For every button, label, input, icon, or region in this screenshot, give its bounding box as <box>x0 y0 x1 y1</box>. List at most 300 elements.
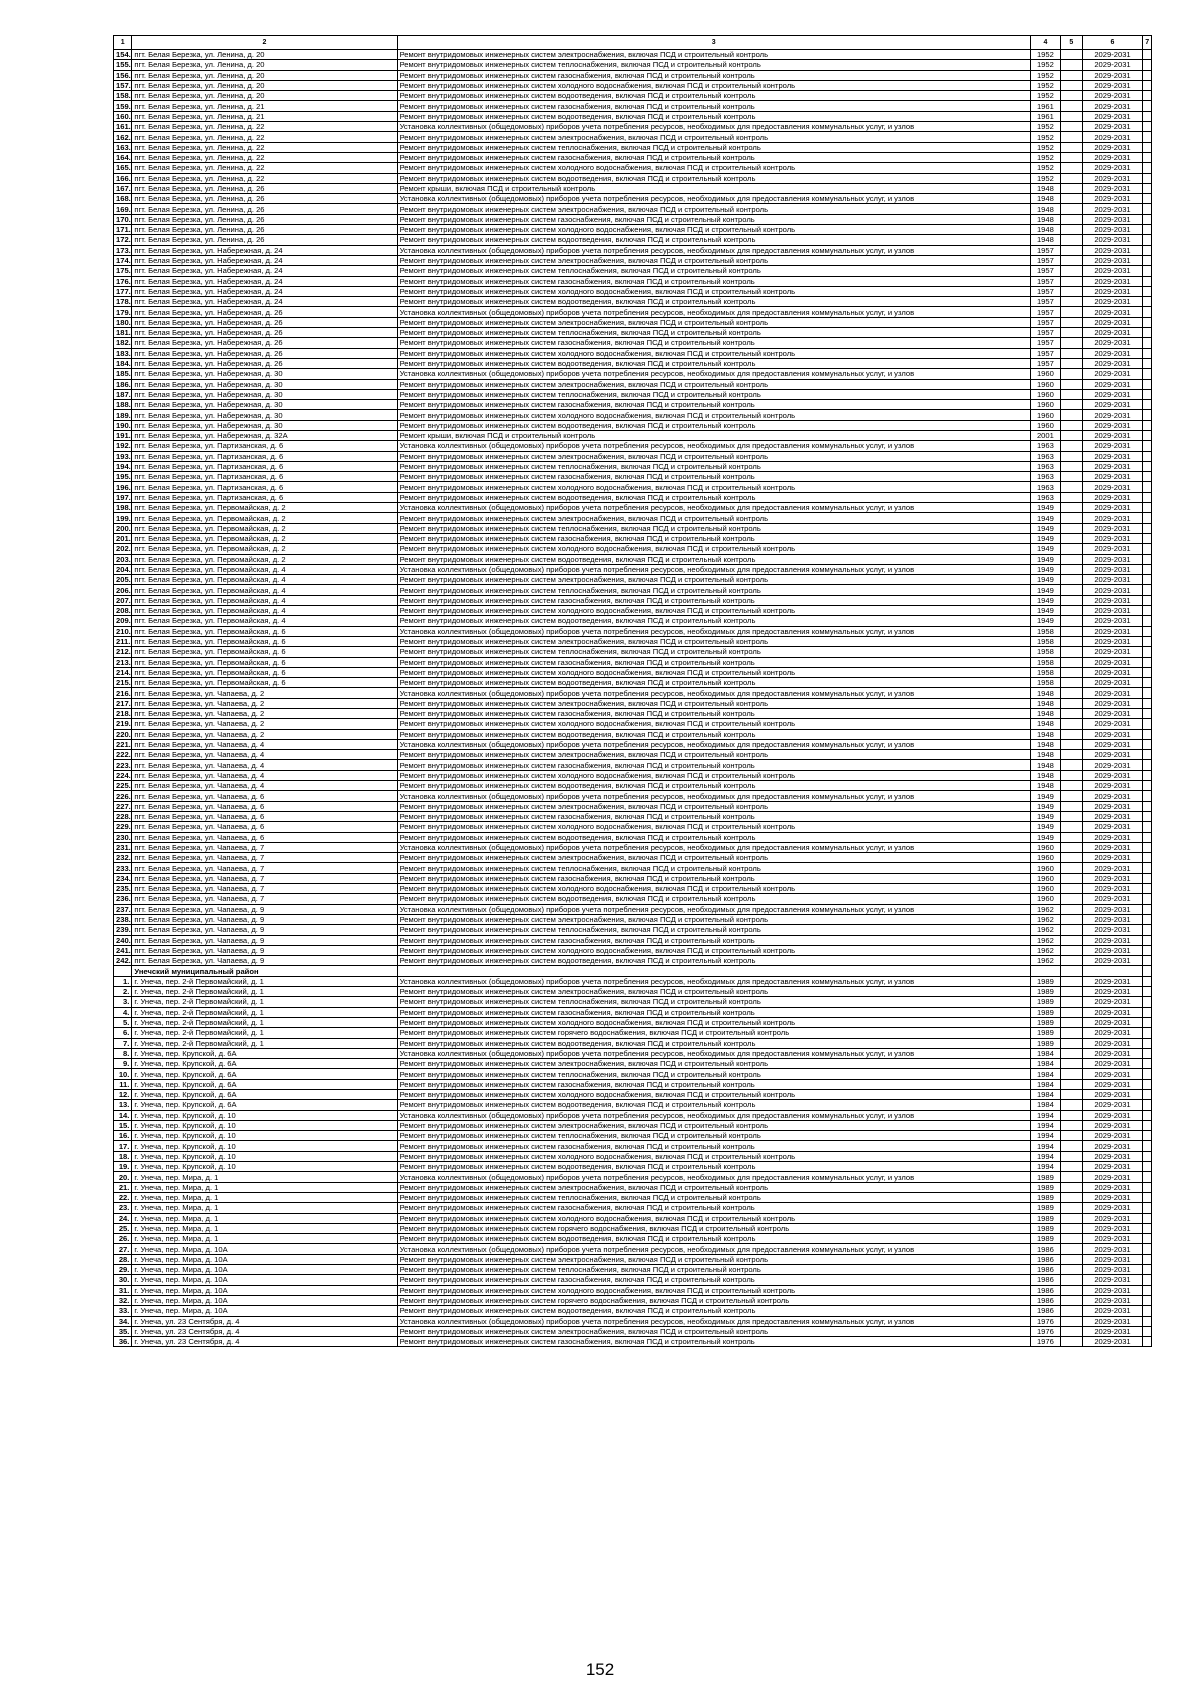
period-cell: 2029-2031 <box>1082 348 1143 358</box>
period-cell: 2029-2031 <box>1082 750 1143 760</box>
period-cell: 2029-2031 <box>1082 626 1143 636</box>
table-row <box>114 1265 1152 1275</box>
year-cell: 1949 <box>1030 801 1060 811</box>
table-row <box>114 503 1152 513</box>
table-row <box>114 554 1152 564</box>
work-type-cell: Ремонт внутридомовых инженерных систем электроснабжения, включая ПСД и строительный контроль <box>397 1120 1030 1130</box>
table-header <box>114 36 1152 50</box>
year-cell: 1984 <box>1030 1089 1060 1099</box>
work-type-cell: Ремонт внутридомовых инженерных систем теплоснабжения, включая ПСД и строительный контроль <box>397 461 1030 471</box>
empty-cell <box>1143 1151 1152 1161</box>
work-type-cell: Ремонт внутридомовых инженерных систем водоотведения, включая ПСД и строительный контроль <box>397 297 1030 307</box>
empty-cell <box>1143 945 1152 955</box>
work-type-cell: Ремонт внутридомовых инженерных систем холодного водоснабжения, включая ПСД и строительный контроль <box>397 482 1030 492</box>
period-cell: 2029-2031 <box>1082 152 1143 162</box>
work-type-cell: Ремонт внутридомовых инженерных систем теплоснабжения, включая ПСД и строительный контроль <box>397 389 1030 399</box>
year-cell: 1960 <box>1030 884 1060 894</box>
year-cell: 1948 <box>1030 698 1060 708</box>
year-cell: 1960 <box>1030 369 1060 379</box>
row-number-cell: 27. <box>114 1244 132 1254</box>
year-cell: 1948 <box>1030 739 1060 749</box>
period-cell: 2029-2031 <box>1082 925 1143 935</box>
table-row <box>114 1141 1152 1151</box>
empty-cell <box>1143 1213 1152 1223</box>
work-type-cell: Ремонт внутридомовых инженерных систем холодного водоснабжения, включая ПСД и строительный контроль <box>397 822 1030 832</box>
empty-cell <box>1143 1110 1152 1120</box>
row-number-cell: 2. <box>114 987 132 997</box>
table-row <box>114 873 1152 883</box>
empty-cell <box>1143 214 1152 224</box>
period-cell: 2029-2031 <box>1082 1069 1143 1079</box>
empty-cell <box>1143 369 1152 379</box>
year-cell: 1958 <box>1030 636 1060 646</box>
work-type-cell: Ремонт внутридомовых инженерных систем холодного водоснабжения, включая ПСД и строительный контроль <box>397 1285 1030 1295</box>
empty-cell <box>1143 1079 1152 1089</box>
address-cell: пгт. Белая Березка, ул. Набережная, д. 32А <box>132 430 397 440</box>
empty-cell <box>1061 163 1083 173</box>
empty-cell <box>1061 142 1083 152</box>
work-type-cell: Ремонт внутридомовых инженерных систем теплоснабжения, включая ПСД и строительный контроль <box>397 523 1030 533</box>
address-cell: пгт. Белая Березка, ул. Ленина, д. 26 <box>132 194 397 204</box>
address-cell: пгт. Белая Березка, ул. Чапаева, д. 4 <box>132 770 397 780</box>
period-cell: 2029-2031 <box>1082 564 1143 574</box>
row-number-cell: 242. <box>114 956 132 966</box>
year-cell: 1958 <box>1030 647 1060 657</box>
row-number-cell: 216. <box>114 688 132 698</box>
year-cell: 1989 <box>1030 1192 1060 1202</box>
work-type-cell: Ремонт крыши, включая ПСД и строительный контроль <box>397 183 1030 193</box>
year-cell: 1984 <box>1030 1048 1060 1058</box>
table-row <box>114 214 1152 224</box>
period-cell: 2029-2031 <box>1082 266 1143 276</box>
work-type-cell: Ремонт внутридомовых инженерных систем газоснабжения, включая ПСД и строительный контроль <box>397 101 1030 111</box>
address-cell: пгт. Белая Березка, ул. Первомайская, д. 6 <box>132 636 397 646</box>
row-number-cell: 233. <box>114 863 132 873</box>
period-cell: 2029-2031 <box>1082 1337 1143 1347</box>
period-cell: 2029-2031 <box>1082 338 1143 348</box>
row-number-cell: 29. <box>114 1265 132 1275</box>
table-row <box>114 760 1152 770</box>
address-cell: пгт. Белая Березка, ул. Набережная, д. 24 <box>132 245 397 255</box>
year-cell: 1948 <box>1030 781 1060 791</box>
table-row <box>114 379 1152 389</box>
table-row <box>114 1192 1152 1202</box>
empty-cell <box>1061 255 1083 265</box>
repair-program-table <box>113 35 1152 1347</box>
table-row <box>114 430 1152 440</box>
empty-cell <box>1143 317 1152 327</box>
empty-cell <box>1061 1172 1083 1182</box>
empty-cell <box>1061 1162 1083 1172</box>
year-cell: 1958 <box>1030 667 1060 677</box>
address-cell: пгт. Белая Березка, ул. Ленина, д. 26 <box>132 225 397 235</box>
row-number-cell: 164. <box>114 152 132 162</box>
empty-cell <box>1143 935 1152 945</box>
row-number-cell: 194. <box>114 461 132 471</box>
address-cell: пгт. Белая Березка, ул. Чапаева, д. 7 <box>132 853 397 863</box>
empty-cell <box>1061 842 1083 852</box>
table-row <box>114 729 1152 739</box>
work-type-cell: Установка коллективных (общедомовых) приборов учета потребления ресурсов, необходимых для предоставления коммунальных услуг, и узлов <box>397 307 1030 317</box>
year-cell: 1952 <box>1030 60 1060 70</box>
period-cell: 2029-2031 <box>1082 183 1143 193</box>
period-cell: 2029-2031 <box>1082 451 1143 461</box>
row-number-cell: 193. <box>114 451 132 461</box>
year-cell: 1949 <box>1030 791 1060 801</box>
address-cell: пгт. Белая Березка, ул. Партизанская, д. 6 <box>132 451 397 461</box>
address-cell: пгт. Белая Березка, ул. Ленина, д. 22 <box>132 163 397 173</box>
empty-cell <box>1061 1306 1083 1316</box>
work-type-cell: Ремонт внутридомовых инженерных систем водоотведения, включая ПСД и строительный контроль <box>397 1306 1030 1316</box>
empty-cell <box>1061 945 1083 955</box>
address-cell: пгт. Белая Березка, ул. Чапаева, д. 9 <box>132 935 397 945</box>
empty-cell <box>1061 1017 1083 1027</box>
table-row <box>114 770 1152 780</box>
address-cell: пгт. Белая Березка, ул. Ленина, д. 20 <box>132 80 397 90</box>
table-row <box>114 1285 1152 1295</box>
empty-cell <box>1061 657 1083 667</box>
row-number-cell: 235. <box>114 884 132 894</box>
address-cell: г. Унеча, пер. 2-й Первомайский, д. 1 <box>132 987 397 997</box>
row-number-cell: 215. <box>114 678 132 688</box>
work-type-cell: Ремонт внутридомовых инженерных систем газоснабжения, включая ПСД и строительный контроль <box>397 400 1030 410</box>
empty-cell <box>1061 225 1083 235</box>
empty-cell <box>1143 132 1152 142</box>
table-row <box>114 1131 1152 1141</box>
period-cell: 2029-2031 <box>1082 297 1143 307</box>
work-type-cell: Ремонт внутридомовых инженерных систем газоснабжения, включая ПСД и строительный контроль <box>397 873 1030 883</box>
empty-cell <box>1061 70 1083 80</box>
row-number-cell: 17. <box>114 1141 132 1151</box>
work-type-cell: Ремонт внутридомовых инженерных систем электроснабжения, включая ПСД и строительный контроль <box>397 801 1030 811</box>
address-cell: пгт. Белая Березка, ул. Набережная, д. 24 <box>132 255 397 265</box>
table-row <box>114 709 1152 719</box>
period-cell: 2029-2031 <box>1082 801 1143 811</box>
empty-cell <box>1143 1162 1152 1172</box>
year-cell: 1948 <box>1030 750 1060 760</box>
address-cell: г. Унеча, пер. 2-й Первомайский, д. 1 <box>132 1028 397 1038</box>
work-type-cell: Ремонт внутридомовых инженерных систем газоснабжения, включая ПСД и строительный контроль <box>397 1007 1030 1017</box>
table-row <box>114 369 1152 379</box>
empty-cell <box>1143 1326 1152 1336</box>
row-number-cell: 230. <box>114 832 132 842</box>
empty-cell <box>1143 122 1152 132</box>
empty-cell <box>1061 822 1083 832</box>
row-number-cell: 196. <box>114 482 132 492</box>
period-cell: 2029-2031 <box>1082 997 1143 1007</box>
period-cell: 2029-2031 <box>1082 688 1143 698</box>
row-number-cell: 159. <box>114 101 132 111</box>
row-number-cell: 3. <box>114 997 132 1007</box>
empty-cell <box>1143 636 1152 646</box>
row-number-cell: 14. <box>114 1110 132 1120</box>
address-cell: г. Унеча, пер. Крупской, д. 6А <box>132 1089 397 1099</box>
year-cell: 1948 <box>1030 760 1060 770</box>
address-cell: пгт. Белая Березка, ул. Чапаева, д. 2 <box>132 719 397 729</box>
row-number-cell: 169. <box>114 204 132 214</box>
row-number-cell: 184. <box>114 358 132 368</box>
empty-cell <box>1061 616 1083 626</box>
row-number-cell: 4. <box>114 1007 132 1017</box>
table-row <box>114 863 1152 873</box>
empty-cell <box>1143 194 1152 204</box>
table-row <box>114 307 1152 317</box>
address-cell: пгт. Белая Березка, ул. Чапаева, д. 7 <box>132 842 397 852</box>
period-cell: 2029-2031 <box>1082 791 1143 801</box>
row-number-cell: 168. <box>114 194 132 204</box>
period-cell: 2029-2031 <box>1082 225 1143 235</box>
empty-cell <box>1061 626 1083 636</box>
table-row <box>114 338 1152 348</box>
row-number-cell: 222. <box>114 750 132 760</box>
empty-cell <box>1061 667 1083 677</box>
empty-cell <box>1143 523 1152 533</box>
address-cell: г. Унеча, пер. Мира, д. 1 <box>132 1192 397 1202</box>
row-number-cell: 199. <box>114 513 132 523</box>
row-number-cell: 204. <box>114 564 132 574</box>
address-cell: пгт. Белая Березка, ул. Чапаева, д. 2 <box>132 688 397 698</box>
period-cell: 2029-2031 <box>1082 678 1143 688</box>
year-cell: 1989 <box>1030 1028 1060 1038</box>
empty-cell <box>1143 657 1152 667</box>
empty-cell <box>1143 1234 1152 1244</box>
address-cell: г. Унеча, пер. Мира, д. 10А <box>132 1275 397 1285</box>
address-cell: пгт. Белая Березка, ул. Чапаева, д. 7 <box>132 894 397 904</box>
address-cell: пгт. Белая Березка, ул. Набережная, д. 30 <box>132 389 397 399</box>
work-type-cell: Ремонт внутридомовых инженерных систем газоснабжения, включая ПСД и строительный контроль <box>397 214 1030 224</box>
empty-cell <box>1143 1172 1152 1182</box>
row-number-cell: 192. <box>114 441 132 451</box>
year-cell: 1957 <box>1030 276 1060 286</box>
empty-cell <box>1143 204 1152 214</box>
work-type-cell: Ремонт внутридомовых инженерных систем горячего водоснабжения, включая ПСД и строительный контроль <box>397 1028 1030 1038</box>
empty-cell <box>1143 997 1152 1007</box>
year-cell: 1949 <box>1030 575 1060 585</box>
address-cell: пгт. Белая Березка, ул. Набережная, д. 30 <box>132 420 397 430</box>
empty-cell <box>1143 111 1152 121</box>
empty-cell <box>1061 492 1083 502</box>
empty-cell <box>1143 894 1152 904</box>
work-type-cell: Установка коллективных (общедомовых) приборов учета потребления ресурсов, необходимых для предоставления коммунальных услуг, и узлов <box>397 503 1030 513</box>
table-row <box>114 1223 1152 1233</box>
year-cell: 1952 <box>1030 50 1060 60</box>
address-cell: г. Унеча, пер. Мира, д. 1 <box>132 1172 397 1182</box>
work-type-cell: Ремонт внутридомовых инженерных систем электроснабжения, включая ПСД и строительный контроль <box>397 50 1030 60</box>
year-cell: 1949 <box>1030 595 1060 605</box>
empty-cell <box>1143 544 1152 554</box>
address-cell: пгт. Белая Березка, ул. Ленина, д. 26 <box>132 204 397 214</box>
row-number-cell: 25. <box>114 1223 132 1233</box>
empty-cell <box>1061 1079 1083 1089</box>
address-cell: пгт. Белая Березка, ул. Первомайская, д. 4 <box>132 564 397 574</box>
work-type-cell: Ремонт внутридомовых инженерных систем холодного водоснабжения, включая ПСД и строительный контроль <box>397 1151 1030 1161</box>
period-cell: 2029-2031 <box>1082 523 1143 533</box>
work-type-cell: Ремонт внутридомовых инженерных систем холодного водоснабжения, включая ПСД и строительный контроль <box>397 945 1030 955</box>
period-cell: 2029-2031 <box>1082 585 1143 595</box>
period-cell: 2029-2031 <box>1082 441 1143 451</box>
empty-cell <box>1061 863 1083 873</box>
empty-cell <box>1061 441 1083 451</box>
period-cell: 2029-2031 <box>1082 760 1143 770</box>
row-number-cell: 227. <box>114 801 132 811</box>
row-number-cell: 214. <box>114 667 132 677</box>
address-cell: пгт. Белая Березка, ул. Ленина, д. 20 <box>132 91 397 101</box>
table-row <box>114 791 1152 801</box>
table-row <box>114 317 1152 327</box>
table-row <box>114 842 1152 852</box>
table-row <box>114 1059 1152 1069</box>
empty-cell <box>1143 1265 1152 1275</box>
work-type-cell: Ремонт внутридомовых инженерных систем электроснабжения, включая ПСД и строительный контроль <box>397 1254 1030 1264</box>
period-cell: 2029-2031 <box>1082 1275 1143 1285</box>
work-type-cell: Ремонт внутридомовых инженерных систем теплоснабжения, включая ПСД и строительный контроль <box>397 60 1030 70</box>
row-number-cell: 200. <box>114 523 132 533</box>
period-cell: 2029-2031 <box>1082 122 1143 132</box>
row-number-cell: 181. <box>114 328 132 338</box>
year-cell: 1994 <box>1030 1120 1060 1130</box>
period-cell: 2029-2031 <box>1082 513 1143 523</box>
empty-cell <box>1061 400 1083 410</box>
work-type-cell: Ремонт внутридомовых инженерных систем холодного водоснабжения, включая ПСД и строительный контроль <box>397 770 1030 780</box>
work-type-cell: Ремонт внутридомовых инженерных систем электроснабжения, включая ПСД и строительный контроль <box>397 575 1030 585</box>
period-cell: 2029-2031 <box>1082 369 1143 379</box>
table-row <box>114 636 1152 646</box>
empty-cell <box>1061 369 1083 379</box>
work-type-cell: Ремонт внутридомовых инженерных систем электроснабжения, включая ПСД и строительный контроль <box>397 204 1030 214</box>
period-cell: 2029-2031 <box>1082 770 1143 780</box>
table-row <box>114 1326 1152 1336</box>
table-row <box>114 595 1152 605</box>
work-type-cell: Ремонт внутридомовых инженерных систем холодного водоснабжения, включая ПСД и строительный контроль <box>397 225 1030 235</box>
page-number: 152 <box>585 1660 615 1679</box>
address-cell: пгт. Белая Березка, ул. Партизанская, д. 6 <box>132 492 397 502</box>
work-type-cell: Ремонт внутридомовых инженерных систем холодного водоснабжения, включая ПСД и строительный контроль <box>397 884 1030 894</box>
table-row <box>114 698 1152 708</box>
empty-cell <box>1143 564 1152 574</box>
work-type-cell: Ремонт внутридомовых инженерных систем холодного водоснабжения, включая ПСД и строительный контроль <box>397 719 1030 729</box>
empty-cell <box>1143 1337 1152 1347</box>
empty-cell <box>1061 914 1083 924</box>
address-cell: пгт. Белая Березка, ул. Набережная, д. 26 <box>132 348 397 358</box>
empty-cell <box>1143 626 1152 636</box>
row-number-cell: 190. <box>114 420 132 430</box>
empty-cell <box>1143 1131 1152 1141</box>
empty-cell <box>1143 873 1152 883</box>
period-cell: 2029-2031 <box>1082 1265 1143 1275</box>
work-type-cell: Установка коллективных (общедомовых) приборов учета потребления ресурсов, необходимых для предоставления коммунальных услуг, и узлов <box>397 791 1030 801</box>
year-cell: 1986 <box>1030 1244 1060 1254</box>
work-type-cell: Ремонт внутридомовых инженерных систем электроснабжения, включая ПСД и строительный контроль <box>397 636 1030 646</box>
period-cell: 2029-2031 <box>1082 606 1143 616</box>
address-cell: пгт. Белая Березка, ул. Чапаева, д. 6 <box>132 801 397 811</box>
empty-cell <box>1061 997 1083 1007</box>
table-row <box>114 564 1152 574</box>
work-type-cell: Ремонт внутридомовых инженерных систем водоотведения, включая ПСД и строительный контроль <box>397 235 1030 245</box>
period-cell: 2029-2031 <box>1082 1306 1143 1316</box>
period-cell: 2029-2031 <box>1082 91 1143 101</box>
table-row <box>114 904 1152 914</box>
empty-cell <box>1061 379 1083 389</box>
table-row <box>114 914 1152 924</box>
empty-cell <box>1061 1141 1083 1151</box>
table-row <box>114 152 1152 162</box>
year-cell: 1960 <box>1030 420 1060 430</box>
empty-cell <box>1061 894 1083 904</box>
year-cell: 1962 <box>1030 956 1060 966</box>
address-cell: пгт. Белая Березка, ул. Набережная, д. 26 <box>132 338 397 348</box>
row-number-cell: 208. <box>114 606 132 616</box>
work-type-cell: Ремонт внутридомовых инженерных систем горячего водоснабжения, включая ПСД и строительный контроль <box>397 1295 1030 1305</box>
work-type-cell: Установка коллективных (общедомовых) приборов учета потребления ресурсов, необходимых для предоставления коммунальных услуг, и узлов <box>397 369 1030 379</box>
year-cell: 1958 <box>1030 626 1060 636</box>
empty-cell <box>1143 441 1152 451</box>
year-cell: 1962 <box>1030 935 1060 945</box>
row-number-cell: 161. <box>114 122 132 132</box>
empty-cell <box>1061 832 1083 842</box>
period-cell: 2029-2031 <box>1082 709 1143 719</box>
period-cell: 2029-2031 <box>1082 1120 1143 1130</box>
row-number-cell: 173. <box>114 245 132 255</box>
row-number-cell: 24. <box>114 1213 132 1223</box>
work-type-cell: Ремонт внутридомовых инженерных систем газоснабжения, включая ПСД и строительный контроль <box>397 657 1030 667</box>
period-cell: 2029-2031 <box>1082 1244 1143 1254</box>
row-number-cell: 234. <box>114 873 132 883</box>
year-cell: 1952 <box>1030 163 1060 173</box>
row-number-cell: 223. <box>114 760 132 770</box>
address-cell: пгт. Белая Березка, ул. Чапаева, д. 2 <box>132 698 397 708</box>
empty-cell <box>1143 739 1152 749</box>
period-cell: 2029-2031 <box>1082 719 1143 729</box>
address-cell: пгт. Белая Березка, ул. Ленина, д. 22 <box>132 132 397 142</box>
period-cell: 2029-2031 <box>1082 410 1143 420</box>
year-cell: 1994 <box>1030 1131 1060 1141</box>
table-row <box>114 348 1152 358</box>
year-cell: 1961 <box>1030 111 1060 121</box>
row-number-cell: 163. <box>114 142 132 152</box>
table-row <box>114 276 1152 286</box>
address-cell: г. Унеча, ул. 23 Сентября, д. 4 <box>132 1316 397 1326</box>
table-row <box>114 225 1152 235</box>
table-row <box>114 647 1152 657</box>
address-cell: пгт. Белая Березка, ул. Набережная, д. 30 <box>132 400 397 410</box>
year-cell: 1960 <box>1030 400 1060 410</box>
row-number-cell: 209. <box>114 616 132 626</box>
empty-cell <box>1143 760 1152 770</box>
table-row <box>114 884 1152 894</box>
address-cell: пгт. Белая Березка, ул. Ленина, д. 22 <box>132 122 397 132</box>
empty-cell <box>1143 698 1152 708</box>
year-cell: 1984 <box>1030 1100 1060 1110</box>
empty-cell <box>1061 1028 1083 1038</box>
row-number-cell: 212. <box>114 647 132 657</box>
address-cell: пгт. Белая Березка, ул. Ленина, д. 20 <box>132 60 397 70</box>
work-type-cell: Установка коллективных (общедомовых) приборов учета потребления ресурсов, необходимых для предоставления коммунальных услуг, и узлов <box>397 688 1030 698</box>
empty-cell <box>1061 719 1083 729</box>
row-number-cell: 9. <box>114 1059 132 1069</box>
row-number-cell: 35. <box>114 1326 132 1336</box>
year-cell: 1994 <box>1030 1162 1060 1172</box>
row-number-cell: 174. <box>114 255 132 265</box>
row-number-cell: 36. <box>114 1337 132 1347</box>
row-number-cell: 197. <box>114 492 132 502</box>
period-cell: 2029-2031 <box>1082 389 1143 399</box>
year-cell: 1989 <box>1030 1172 1060 1182</box>
table-row <box>114 616 1152 626</box>
empty-cell <box>1143 183 1152 193</box>
empty-cell <box>1143 616 1152 626</box>
table-row <box>114 1295 1152 1305</box>
work-type-cell: Ремонт внутридомовых инженерных систем водоотведения, включая ПСД и строительный контроль <box>397 781 1030 791</box>
